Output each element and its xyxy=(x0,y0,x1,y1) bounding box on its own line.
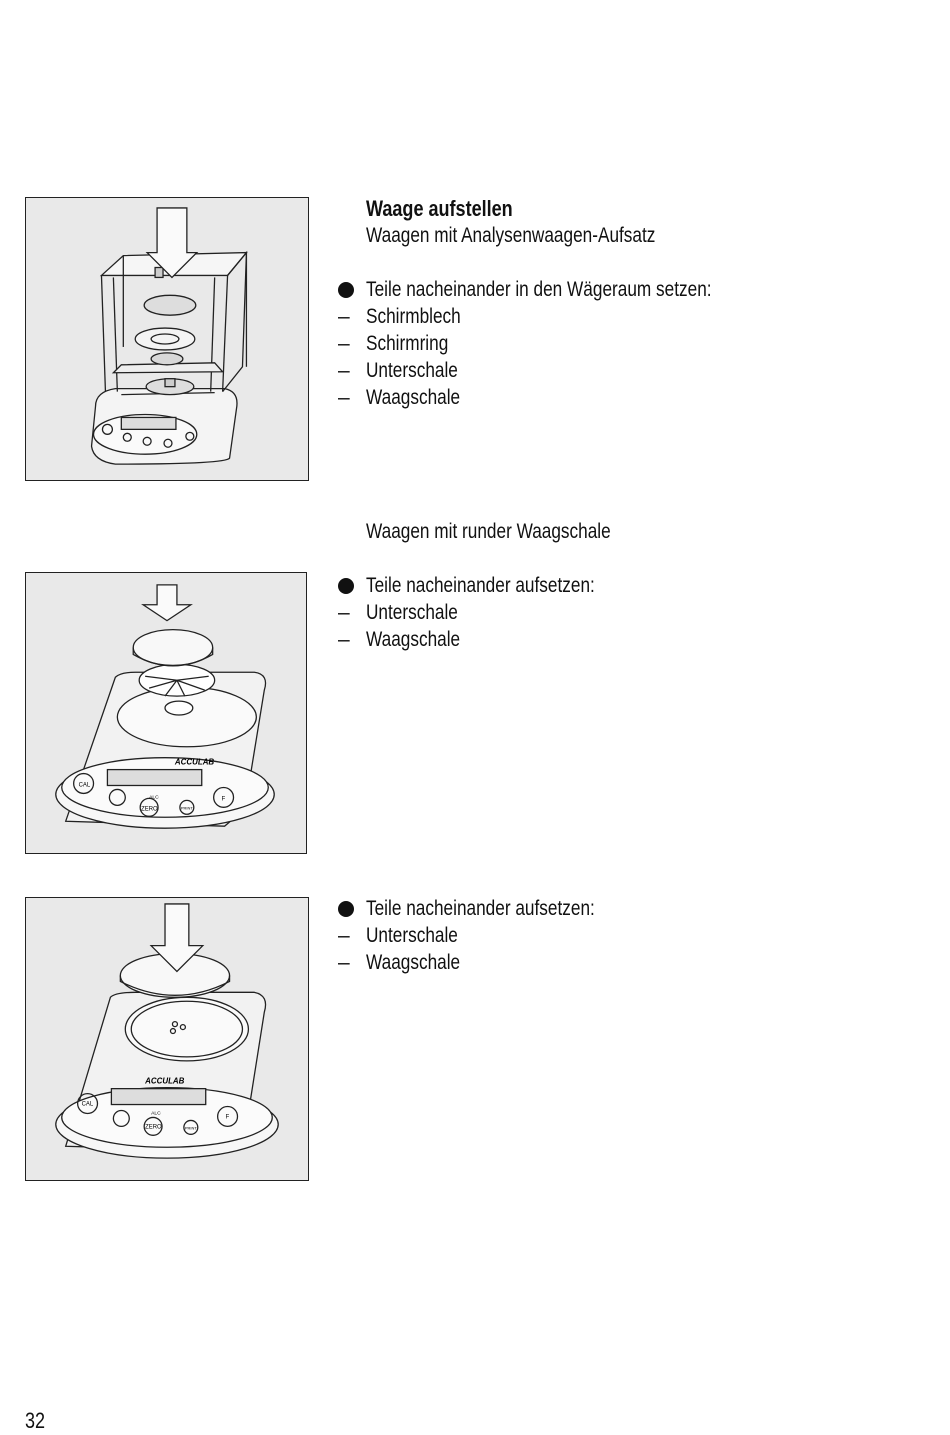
list-item: Schirmblech xyxy=(366,305,461,328)
bullet-icon xyxy=(338,901,354,917)
instruction-text: Teile nacheinander aufsetzen: xyxy=(366,574,595,597)
alc-label: ALC xyxy=(149,795,159,801)
figure-round-pan-balance xyxy=(25,572,307,854)
cal-label: CAL xyxy=(81,1101,94,1108)
bullet-icon xyxy=(338,282,354,298)
zero-label: ZERO xyxy=(145,1124,162,1131)
alc-label: ALC xyxy=(151,1111,161,1117)
list-item: Unterschale xyxy=(366,924,458,947)
f-label: F xyxy=(221,796,226,803)
zero-label: ZERO xyxy=(141,806,158,813)
instruction-text: Teile nacheinander in den Wägeraum setzen: xyxy=(366,278,712,301)
analytical-balance-illustration xyxy=(26,198,308,480)
brand-logo: ACCULAB xyxy=(145,1076,185,1086)
list-item: Unterschale xyxy=(366,601,458,624)
section-3-text: Teile nacheinander aufsetzen: – Unterschale – Waagschale xyxy=(338,897,595,974)
print-label: PRINT xyxy=(184,1125,197,1131)
pin-pan-balance-illustration xyxy=(26,898,308,1180)
list-item: Schirmring xyxy=(366,332,449,355)
section-2-text: Teile nacheinander aufsetzen: – Unterschale – Waagschale xyxy=(338,574,595,651)
page-number: 32 xyxy=(25,1408,46,1433)
figure-pin-pan-balance xyxy=(25,897,309,1181)
section-2-subheading-block xyxy=(338,518,898,545)
list-item: Waagschale xyxy=(366,628,461,651)
round-pan-balance-illustration xyxy=(26,573,306,853)
print-label: PRINT xyxy=(180,805,193,811)
section-subheading: Waagen mit runder Waagschale xyxy=(366,520,611,543)
list-item: Waagschale xyxy=(366,386,461,409)
section-subheading: Waagen mit Analysenwaagen-Aufsatz xyxy=(366,224,656,247)
cal-label: CAL xyxy=(78,782,91,789)
section-1-text: Waage aufstellen Waagen mit Analysenwaagen-Aufsatz Teile nacheinander in den Wägeraum setzen: – Schirmblech – Schirmring – Unterschale – Waagschale xyxy=(338,196,712,409)
brand-logo: ACCULAB xyxy=(174,757,215,767)
bullet-icon xyxy=(338,578,354,594)
figure-analytical-balance xyxy=(25,197,309,481)
list-item: Unterschale xyxy=(366,359,458,382)
list-item: Waagschale xyxy=(366,951,461,974)
instruction-text: Teile nacheinander aufsetzen: xyxy=(366,897,595,920)
f-label: F xyxy=(225,1114,230,1121)
section-heading: Waage aufstellen xyxy=(366,196,513,221)
